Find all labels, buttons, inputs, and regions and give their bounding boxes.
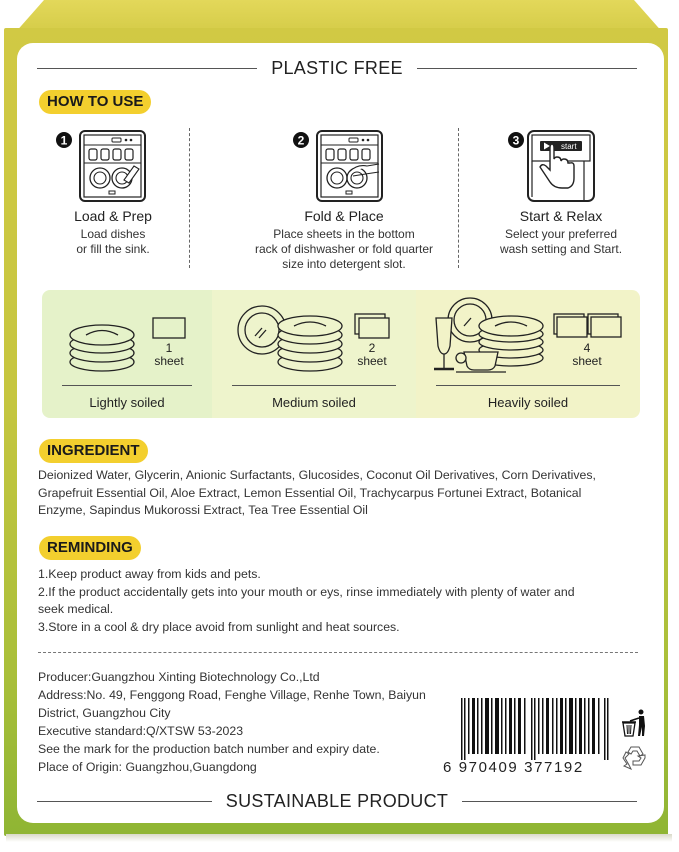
svg-text:start: start	[561, 142, 577, 151]
step-desc-line: or fill the sink.	[76, 242, 150, 256]
step-desc-line: size into detergent slot.	[282, 257, 406, 271]
divider-line	[436, 385, 620, 386]
dosage-medium-soiled	[212, 290, 416, 418]
step-title: Fold & Place	[304, 208, 384, 224]
step-description	[471, 227, 651, 257]
dishwasher-load-icon	[60, 128, 158, 202]
svg-text:2: 2	[297, 133, 305, 148]
sheet-count-number: 4	[583, 341, 591, 355]
reminding-badge: REMINDING	[39, 536, 141, 560]
tidyman-trash-icon	[620, 708, 650, 738]
step-desc-line: Select your preferred	[504, 227, 618, 241]
soil-level-label: Lightly soiled	[89, 395, 165, 410]
batch-note-line: See the mark for the production batch number and expiry date.	[38, 742, 380, 756]
sheet-count-number: 1	[165, 341, 173, 355]
step-title: Start & Relax	[519, 208, 603, 224]
executive-standard-line: Executive standard:Q/XTSW 53-2023	[38, 724, 244, 738]
step-description	[23, 227, 203, 257]
sheet-count-unit: sheet	[572, 354, 602, 368]
divider-line	[62, 385, 192, 386]
sheet-count-number: 2	[368, 341, 376, 355]
step-3	[471, 128, 651, 257]
start-button-press-icon	[512, 128, 606, 202]
reminding-line: 3.Store in a cool & dry place avoid from sunlight and heat sources.	[38, 619, 400, 634]
place-of-origin-line: Place of Origin: Guangzhou,Guangdong	[38, 760, 257, 774]
sheet-count-unit: sheet	[154, 354, 184, 368]
ingredient-badge: INGREDIENT	[39, 439, 148, 463]
svg-text:3: 3	[512, 133, 520, 148]
soil-level-label: Medium soiled	[272, 395, 356, 410]
step-2	[244, 128, 444, 272]
how-to-use-badge: HOW TO USE	[39, 90, 151, 114]
producer-line: Producer:Guangzhou Xinting Biotechnology Co.,Ltd	[38, 670, 320, 684]
step-divider	[189, 128, 190, 268]
ingredient-line: Deionized Water, Glycerin, Anionic Surfactants, Glucosides, Coconut Oil Derivatives, Corn Derivatives,	[38, 468, 596, 482]
footer-title: SUSTAINABLE PRODUCT	[225, 791, 449, 811]
recycle-icon	[621, 744, 649, 772]
step-desc-line: Place sheets in the bottom	[273, 227, 415, 241]
divider-line	[37, 801, 212, 802]
svg-text:1: 1	[60, 133, 68, 148]
step-title: Load & Prep	[74, 208, 152, 224]
barcode	[461, 698, 611, 760]
step-description	[244, 227, 444, 272]
dashed-divider	[38, 652, 638, 653]
reminding-list	[38, 566, 643, 636]
barcode-number: 6 970409 377192	[443, 759, 584, 776]
dosage-lightly-soiled	[42, 290, 212, 418]
header-title-rule	[37, 58, 637, 79]
ingredient-list	[38, 467, 643, 520]
reminding-line: 1.Keep product away from kids and pets.	[38, 567, 261, 581]
divider-line	[232, 385, 396, 386]
divider-line	[417, 68, 637, 69]
step-desc-line: wash setting and Start.	[499, 242, 623, 256]
footer-title-rule	[37, 791, 637, 812]
sheet-count	[353, 342, 391, 368]
producer-info	[38, 668, 458, 776]
step-desc-line: rack of dishwasher or fold quarter	[254, 242, 434, 256]
sheet-icon	[153, 318, 185, 338]
ingredient-line: Enzyme, Sapindus Mukorossi Extract, Tea Tree Essential Oil	[38, 503, 368, 517]
ingredient-line: Grapefruit Essential Oil, Aloe Extract, Lemon Essential Oil, Trachycarpus Fortunei Extract, Botanical	[38, 485, 582, 500]
sheet-count-unit: sheet	[357, 354, 387, 368]
dosage-heavily-soiled	[416, 290, 640, 418]
header-title: PLASTIC FREE	[271, 58, 403, 78]
step-1	[23, 128, 203, 257]
sheet-count	[150, 342, 188, 368]
address-line: District, Guangzhou City	[38, 706, 171, 720]
reminding-line: seek medical.	[38, 602, 114, 616]
step-divider	[458, 128, 459, 268]
soil-level-label: Heavily soiled	[487, 395, 569, 410]
divider-line	[37, 68, 257, 69]
sheet-count	[567, 342, 607, 368]
dishwasher-place-sheet-icon	[299, 128, 389, 202]
reminding-line: 2.If the product accidentally gets into your mouth or eys, rinse immediately with plenty of water and	[38, 584, 575, 599]
address-line: Address:No. 49, Fenggong Road, Fenghe Village, Renhe Town, Baiyun	[38, 688, 426, 702]
step-desc-line: Load dishes	[80, 227, 146, 241]
divider-line	[462, 801, 637, 802]
box-shadow	[6, 834, 672, 842]
